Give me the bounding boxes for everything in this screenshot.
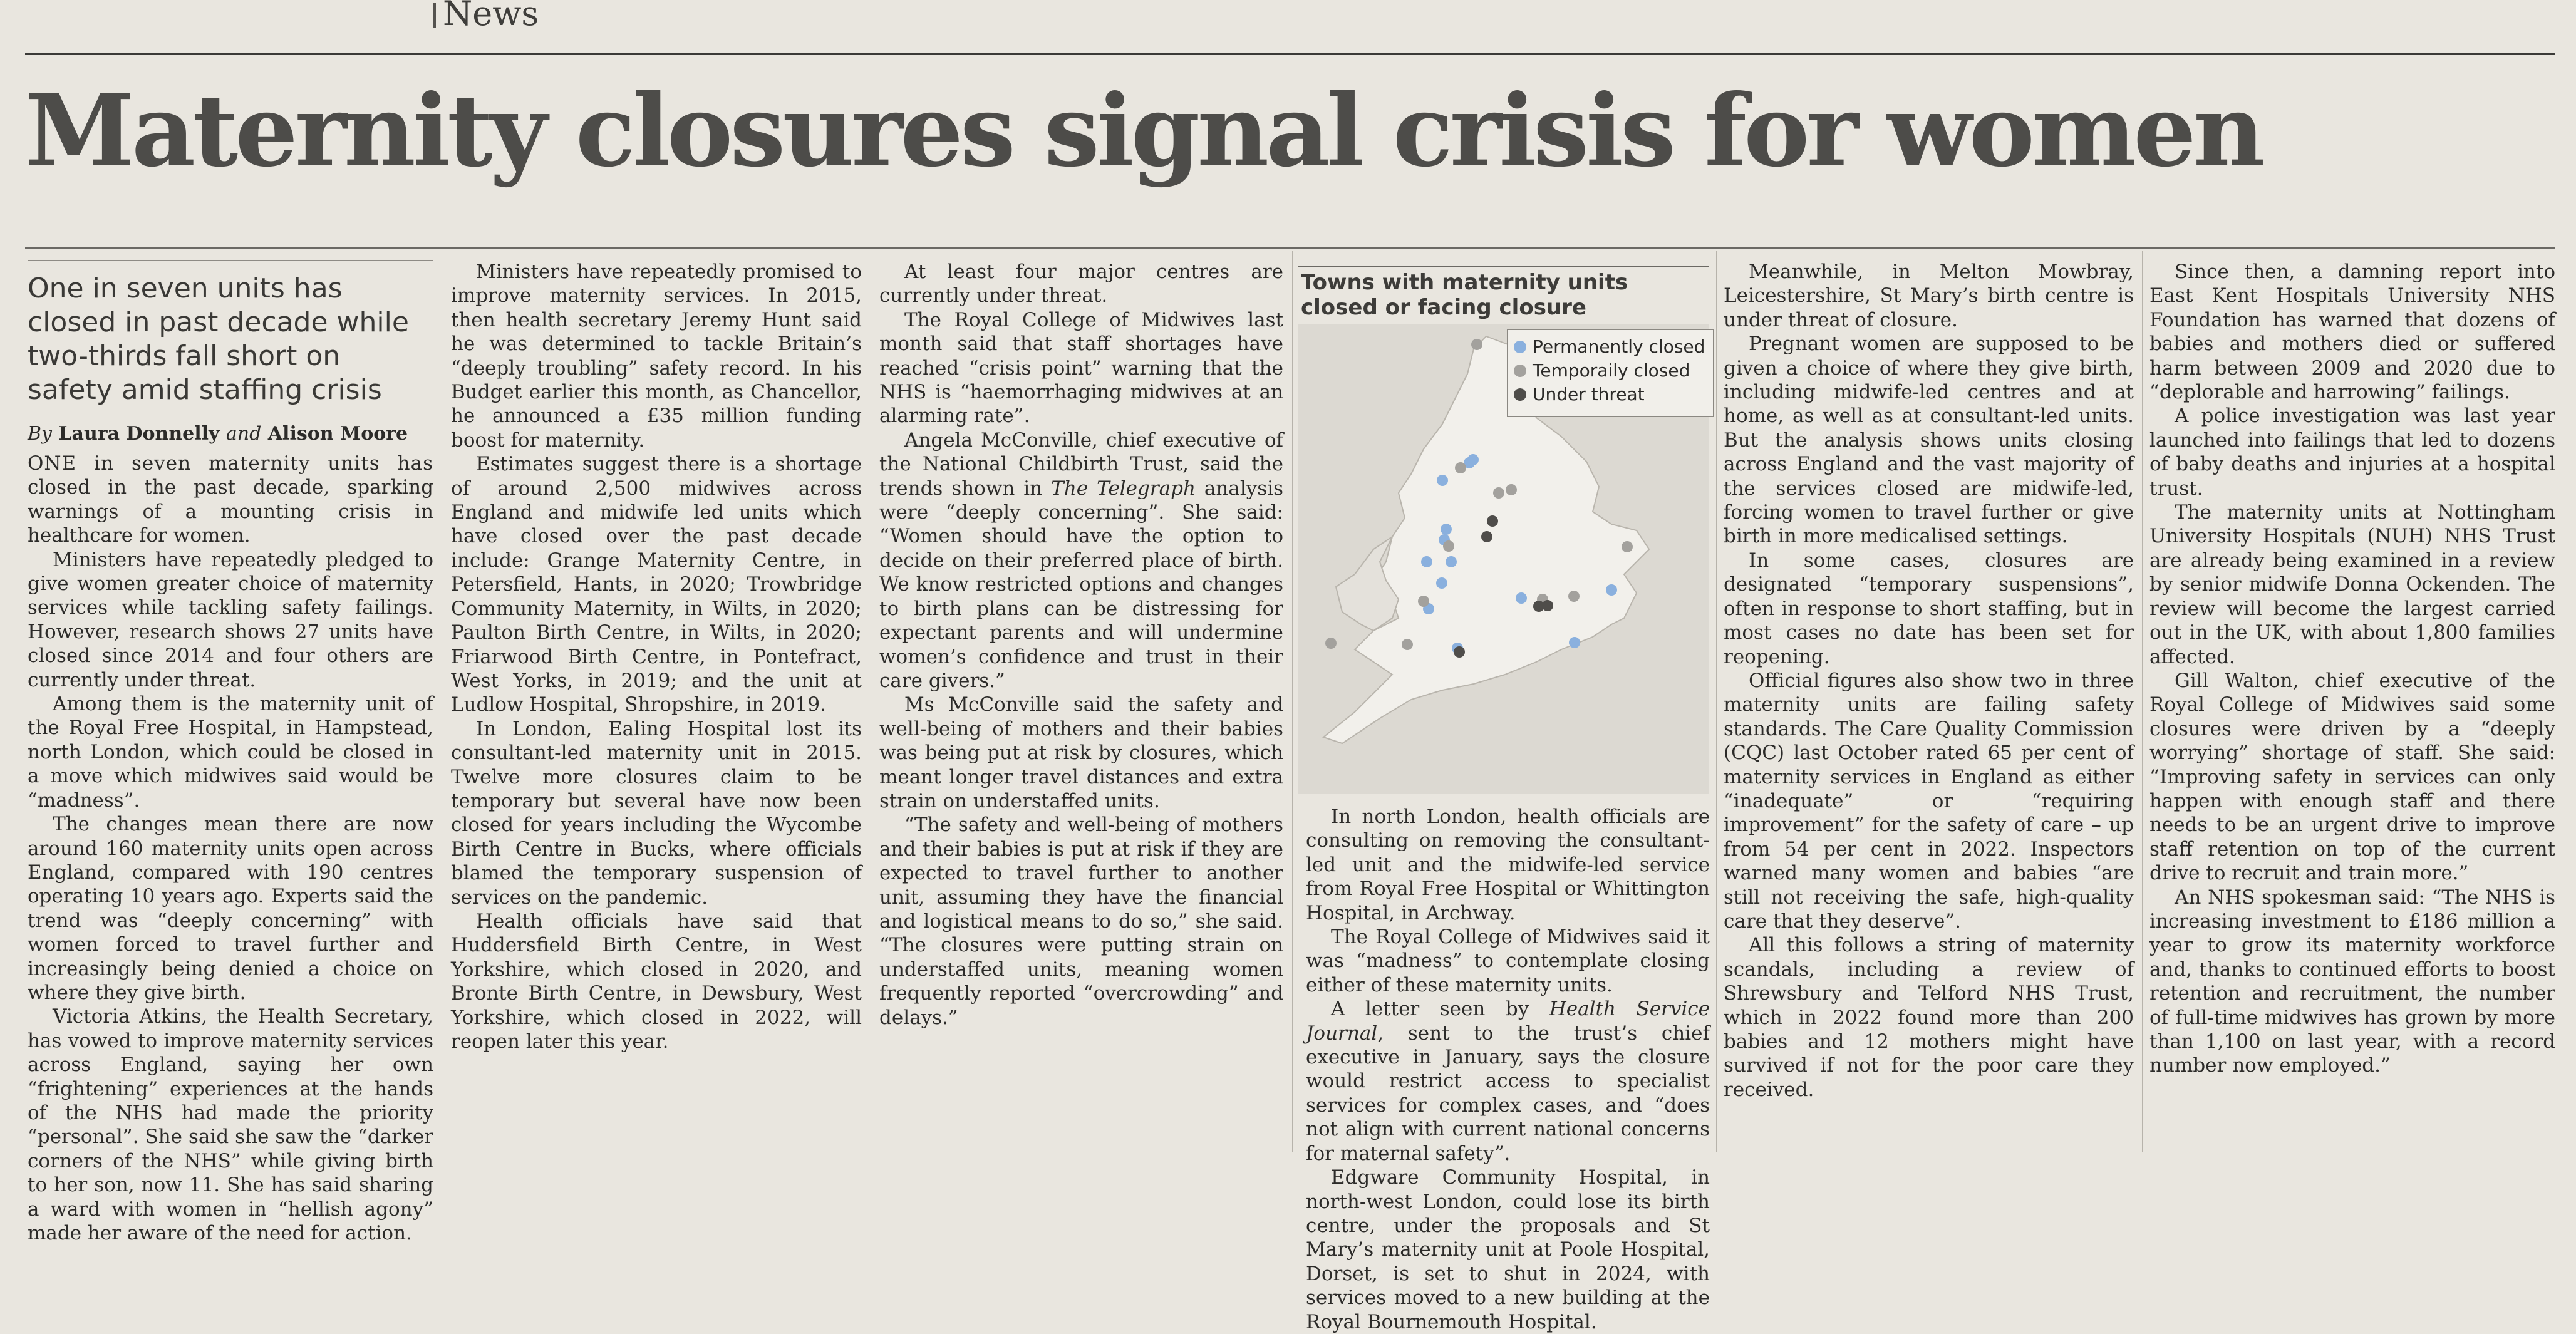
paragraph: Official figures also show two in three maternity units are failing safety standards. The Care Quality Commission (CQC) last October rated 65 per cent of maternity services in England as either “inadequate” or “requiring improvement” for the safety of care – up from 54 per cent in 2022. Inspectors warned many women and babies “are still not receiving the safe, high-quality care that they deserve”.	[1724, 669, 2134, 933]
paragraph: A police investigation was last year launched into failings that led to dozens of baby deaths and injuries at a hospital trust.	[2149, 405, 2555, 500]
paragraph: Ministers have repeatedly pledged to give women greater choice of maternity services while tackling safety failings. However, research shows 27 units have closed since 2014 and four others are currently under threat.	[28, 548, 433, 691]
column-separator	[2142, 251, 2143, 1152]
marker-permanent	[1441, 524, 1452, 535]
publication-name: Health Service Journal	[1306, 998, 1710, 1045]
marker-permanent	[1569, 637, 1580, 648]
marker-permanent	[1467, 454, 1479, 465]
column-2	[451, 260, 862, 1053]
marker-temporary	[1325, 638, 1337, 649]
byline-and: and	[225, 423, 262, 445]
paragraph: Victoria Atkins, the Health Secretary, has vowed to improve maternity services across England, saying her own “frightening” experiences at the hands of the NHS had made the priority “personal”. She said she saw the “darker corners of the NHS” while giving birth to her son, now 11. She has said sharing a ward with women in “hellish agony” made her aware of the need for action.	[28, 1005, 433, 1244]
paragraph: Meanwhile, in Melton Mowbray, Leicestershire, St Mary’s birth centre is under threat of closure.	[1724, 261, 2134, 331]
paragraph: The maternity units at Nottingham University Hospitals (NUH) NHS Trust are already being examined in a review by senior midwife Donna Ockenden. The review will become the largest carried out in the UK, with about 1,800 families affected.	[2149, 501, 2555, 668]
legend-label: Temporaily closed	[1533, 360, 1690, 381]
marker-temporary	[1568, 591, 1580, 602]
section-label: News	[443, 0, 539, 33]
marker-permanent	[1436, 577, 1447, 589]
marker-permanent	[1516, 592, 1527, 604]
marker-temporary	[1402, 639, 1413, 650]
paragraph: In some cases, closures are designated “temporary suspensions”, often in response to short staffing, but in most cases no date has been set for reopening.	[1724, 549, 2134, 668]
paragraph: The changes mean there are now around 160 maternity units open across England, compared with 190 centres operating 10 years ago. Experts said the trend was “deeply concerning” with women forced to travel further and increasingly being denied a choice on where they give birth.	[28, 813, 433, 1004]
byline-author-2: Alison Moore	[267, 423, 408, 445]
section-divider	[433, 3, 436, 28]
legend-item	[1514, 383, 1707, 406]
marker-threat	[1454, 646, 1465, 658]
marker-threat	[1533, 601, 1544, 612]
paragraph: In north London, health officials are consulting on removing the consultant-led unit and the midwife-led service from Royal Free Hospital or Whittington Hospital, in Archway.	[1306, 805, 1710, 924]
paragraph: Since then, a damning report into East Kent Hospitals University NHS Foundation has warned that dozens of babies and mothers died or suffered harm between 2009 and 2020 due to “deplorable and harrowing” failings.	[2149, 261, 2555, 404]
publication-name: The Telegraph	[1051, 477, 1196, 500]
paragraph: All this follows a string of maternity scandals, including a review of Shrewsbury and Telford NHS Trust, which in 2022 found more than 200 babies and 12 mothers might have survived if not for the poor care they received.	[1724, 934, 2134, 1101]
paragraph: Gill Walton, chief executive of the Royal College of Midwives said some closures were driven by a “deeply worrying” shortage of staff. She said: “Improving safety in services can only happen with enough staff and there needs to be an urgent drive to improve staff retention on top of the current drive to recruit and train more.”	[2149, 669, 2555, 885]
column-4	[1306, 805, 1710, 1334]
marker-temporary	[1493, 487, 1504, 499]
paragraph: The Royal College of Midwives said it was “madness” to contemplate closing either of these maternity units.	[1306, 926, 1710, 996]
paragraph: Pregnant women are supposed to be given a choice of where they give birth, including midwife-led centres and at home, as well as at consultant-led units. But the analysis shows units closing across England and the vast majority of the services closed are midwife-led, forcing women to travel further or give birth in more medicalised settings.	[1724, 333, 2134, 548]
paragraph: Health officials have said that Huddersfield Birth Centre, in West Yorkshire, which closed in 2020, and Bronte Birth Centre, in Dewsbury, West Yorkshire, which closed in 2022, will reopen later this year.	[451, 909, 862, 1053]
headline: Maternity closures signal crisis for women	[25, 73, 2262, 189]
column-6	[2149, 260, 2555, 1078]
paragraph: Estimates suggest there is a shortage of around 2,500 midwives across England and midwife led units which have closed over the past decade include: Grange Maternity Centre, in Petersfield, Hants, in 2020; Trowbridge Community Maternity, in Wilts, in 2020; Paulton Birth Centre, in Wilts, in 2020; Friarwood Birth Centre, in Pontefract, West Yorks, in 2019; and the unit at Ludlow Hospital, Shropshire, in 2019.	[451, 453, 862, 716]
paragraph-text: A letter seen by	[1331, 998, 1529, 1021]
column-1	[28, 260, 433, 1245]
graphic-rule	[1298, 266, 1709, 267]
byline-author-1: Laura Donnelly	[58, 423, 220, 445]
marker-temporary	[1443, 540, 1454, 552]
marker-temporary	[1622, 541, 1633, 552]
paragraph	[1306, 997, 1710, 1166]
legend-swatch-permanent	[1514, 341, 1526, 353]
paragraph: Among them is the maternity unit of the Royal Free Hospital, in Hampstead, north London, which could be closed in a move which midwives said would be “madness”.	[28, 693, 433, 812]
marker-temporary	[1418, 596, 1429, 607]
marker-permanent	[1437, 475, 1448, 486]
legend-label: Under threat	[1533, 384, 1645, 405]
paragraph-text: , sent to the trust’s chief executive in January, says the closure would restrict access to specialist services for complex cases, and “does not align with current national concerns for maternal safety”.	[1306, 1021, 1710, 1165]
map-legend	[1507, 329, 1714, 417]
column-separator	[1716, 251, 1717, 1152]
column-3	[879, 260, 1283, 1030]
byline	[28, 420, 433, 448]
paragraph: “The safety and well-being of mothers and their babies is put at risk if they are expected to travel further to another unit, assuming they have the financial and logistical means to do so,” she said. “The closures were putting strain on understaffed units, meaning women frequently reported “overcrowding” and delays.”	[879, 814, 1283, 1029]
headline-rule	[25, 247, 2555, 249]
standfirst: One in seven units has closed in past decade while two-thirds fall short on safety amid staffing crisis	[28, 272, 409, 406]
marker-temporary	[1506, 484, 1517, 495]
column-separator	[1292, 251, 1293, 1152]
paragraph: In London, Ealing Hospital lost its consultant-led maternity unit in 2015. Twelve more closures claim to be temporary but several have now been closed for years including the Wycombe Birth Centre in Bucks, where officials blamed the temporary suspension of services on the pandemic.	[451, 717, 862, 909]
paragraph: At least four major centres are currently under threat.	[879, 261, 1283, 308]
paragraph-text: closed in the past decade, sparking warnings of a mounting crisis in healthcare for women.	[28, 476, 433, 547]
legend-item	[1514, 359, 1707, 383]
paragraph-text: Angela McConville, chief executive of the National Childbirth Trust, said the trends shown in	[879, 428, 1283, 500]
legend-swatch-threat	[1514, 388, 1526, 401]
paragraph	[879, 428, 1283, 693]
marker-threat	[1481, 531, 1492, 542]
paragraph-text: analysis were “deeply concerning”. She said: “Women should have the option to decide on their preferred place of birth. We know restricted options and changes to birth plans can be distressing for expectant parents and will undermine women’s confidence and trust in their care givers.”	[879, 477, 1283, 692]
paragraph: Ms McConville said the safety and well-being of mothers and their babies was being put at risk by closures, which meant longer travel distances and extra strain on understaffed units.	[879, 693, 1283, 812]
marker-permanent	[1446, 556, 1457, 567]
paragraph: Ministers have repeatedly promised to improve maternity services. In 2015, then health secretary Jeremy Hunt said he was determined to tackle Britain’s “deeply troubling” safety record. In his Budget earlier this month, as Chancellor, he announced a £35 million funding boost for maternity.	[451, 261, 862, 452]
standfirst-rule	[28, 260, 433, 261]
byline-by: By	[28, 423, 52, 445]
marker-threat	[1487, 515, 1498, 527]
legend-label: Permanently closed	[1533, 336, 1705, 357]
marker-temporary	[1471, 339, 1482, 350]
paragraph: The Royal College of Midwives last month said that staff shortages have reached “crisis point” warning that the NHS is “haemorrhaging midwives at an alarming rate”.	[879, 308, 1283, 428]
marker-permanent	[1421, 556, 1432, 567]
legend-swatch-temporary	[1514, 365, 1526, 377]
paragraph: An NHS spokesman said: “The NHS is increasing investment to £186 million a year to grow its maternity workforce and, thanks to continued efforts to boost retention and recruitment, the number of full-time midwives has grown by more than 1,100 on last year, with a record number now employed.”	[2149, 886, 2555, 1077]
marker-permanent	[1606, 584, 1617, 596]
top-rule	[25, 53, 2555, 55]
paragraph: Edgware Community Hospital, in north-west London, could lose its birth centre, under the proposals and St Mary’s maternity unit at Poole Hospital, Dorset, is set to shut in 2024, with services moved to a new building at the Royal Bournemouth Hospital.	[1306, 1166, 1710, 1333]
column-5	[1724, 260, 2134, 1102]
paragraph	[28, 452, 433, 548]
lead-in: ONE in seven maternity units has	[28, 452, 433, 475]
legend-item	[1514, 335, 1707, 359]
graphic-title: Towns with maternity units closed or facing closure	[1301, 270, 1628, 320]
marker-temporary	[1455, 462, 1466, 473]
